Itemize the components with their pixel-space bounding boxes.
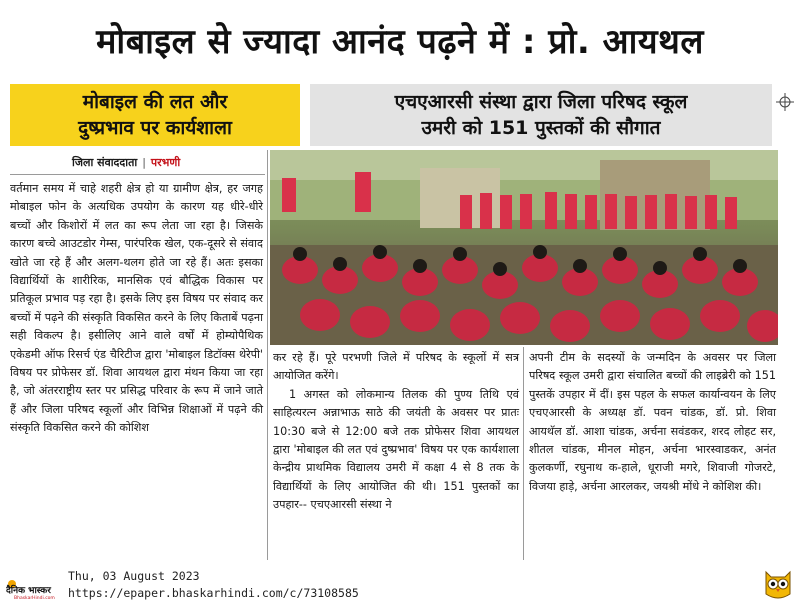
byline [10, 151, 265, 173]
article-col3-text: अपनी टीम के सदस्यों के जन्मदिन के अवसर पर जिला परिषद स्कूल उमरी द्वारा संचालित बच्चों की लाइब्रेरी को 151 पुस्तकें उपहार में दीं। इस पहल के सफल कार्यान्वयन के लिए एचएआरसी के अध्यक्ष डॉ. पवन चांडक, डॉ. प्रो. शिवा आयथॅल डॉ. आशा चांडक, अर्चना सवंडकर, शरद लोहट सर, शीतल चांडक, मीनल मोहन, अर्चना भारस्वाडकर, अनंत कुलकर्णी, रघुनाथ क-हाले, धूराजी मगरे, शिवाजी गोजरटे, विजया हाड़े, अर्चना आरलकर, जयश्री मोंधे ने कोशिश की। [529, 351, 776, 493]
article-column-1 [10, 180, 263, 438]
event-photo [270, 150, 778, 345]
subhead-left-line1: मोबाइल की लत और [82, 91, 228, 113]
logo-subtext: BhaskarHindi.com [14, 596, 55, 600]
article-col2-para2: 1 अगस्त को लोकमान्य तिलक की पुण्य तिथि एवं साहित्यरत्न अन्नाभाऊ साठे की जयंती के अवसर पर प्रातः 10:30 बजे से 12:00 बजे तक प्रोफेसर शिवा आयथल द्वारा 'मोबाइल की लत एवं दुष्प्रभाव' विषय पर एक कार्यशाला केन्द्रीय प्राथमिक विद्यालय उमरी में कक्षा 4 से 8 तक के विद्यार्थियों के लिए आयोजित की थी। 151 पुस्तकों का उपहार-- एचएआरसी संस्था ने [273, 387, 519, 512]
article-col1-text: वर्तमान समय में चाहे शहरी क्षेत्र हो या ग्रामीण क्षेत्र, हर जगह मोबाइल फोन के अत्यधिक उपयोग के कारण यह धीरे-धीरे बच्चों और किशोरों में लत का रूप लेता जा रहा है। जिसके कारण बच्चे आउटडोर गेम्स, पारंपरिक खेल, एक-दूसरे से संवाद खोते जा रहे हैं और अलग-थलग होते जा रहे हैं। अतः इसका विद्यार्थियों के शारीरिक, मानसिक एवं बौद्धिक विकास पर प्रतिकूल प्रभाव पड़ रहा है। इसके लिए इस विषय पर संवाद कर बच्चों में पढ़ने की संस्कृति विकसित करने के लिए किताबें पढ़ना सही विकल्प है। इसीलिए आने वाले वर्षों में होम्योपैथिक एकेडमी ऑफ रिसर्च एंड चैरिटीज द्वारा 'मोबाइल डिटॉक्स थेरेपी' विषय पर प्रोफेसर डॉ. शिवा आयथल द्वारा मंथन किया जा रहा है, जो अंतरराष्ट्रीय स्तर पर प्रसिद्ध परिवार के रूप में जाने जाते हैं और जिला परिषद स्कूलों और विभिन्न शिक्षाओं में पढ़ने की संस्कृति विकसित करने की कोशिश [10, 182, 263, 435]
headline: मोबाइल से ज्यादा आनंद पढ़ने में : प्रो. आयथल [96, 22, 704, 62]
byline-place: परभणी [150, 155, 181, 169]
byline-author: जिला संवाददाता [72, 155, 138, 169]
footer-date: Thu, 03 August 2023 [68, 569, 200, 583]
footer-url[interactable]: https://epaper.bhaskarhindi.com/c/73108585 [68, 586, 359, 600]
subhead-right-line1: एचएआरसी संस्था द्वारा जिला परिषद स्कूल [394, 91, 688, 113]
column-divider-1 [267, 150, 268, 560]
logo-text: दैनिक भास्कर [6, 586, 51, 596]
owl-mascot-icon [760, 566, 796, 602]
dainik-bhaskar-logo [6, 578, 64, 600]
subhead-right [310, 84, 772, 146]
subhead-left [10, 84, 300, 146]
column-divider-2 [523, 347, 524, 560]
article-column-3 [529, 349, 776, 496]
byline-separator: | [142, 155, 146, 169]
subhead-left-line2: दुष्प्रभाव पर कार्यशाला [78, 117, 232, 139]
subhead-right-line2: उमरी को 151 पुस्तकों की सौगात [421, 117, 661, 139]
article-column-2 [273, 349, 519, 515]
byline-divider [10, 174, 265, 175]
registration-mark-icon [776, 93, 794, 111]
article-col2-para1: कर रहे हैं। पूरे परभणी जिले में परिषद के स्कूलों में सत्र आयोजित करेंगे। [273, 351, 519, 383]
